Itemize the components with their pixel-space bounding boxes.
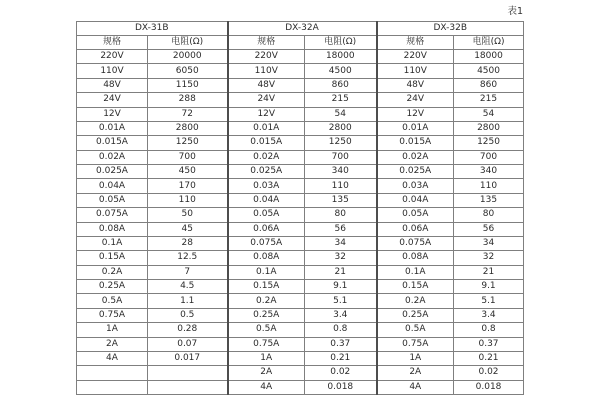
spec-cell: 110V [228,64,305,78]
resistance-cell: 72 [148,107,228,121]
spec-cell: 0.08A [77,222,148,236]
resistance-cell: 0.02 [454,366,524,380]
resistance-cell: 6050 [148,64,228,78]
resistance-cell: 2800 [454,121,524,135]
spec-cell: 0.25A [228,308,305,322]
spec-cell: 12V [77,107,148,121]
spec-cell: 0.15A [77,251,148,265]
table-caption: 表1 [507,6,523,17]
spec-cell: 0.02A [377,150,454,164]
resistance-cell: 0.8 [454,323,524,337]
spec-cell: 48V [377,78,454,92]
table-header [77,22,524,50]
resistance-cell: 0.21 [305,351,377,365]
resistance-cell: 0.5 [148,308,228,322]
resistance-cell: 4.5 [148,280,228,294]
resistance-cell: 56 [454,222,524,236]
resistance-cell: 0.018 [305,380,377,394]
table-row [77,107,524,121]
resistance-cell: 2800 [305,121,377,135]
spec-cell: 0.15A [377,280,454,294]
resistance-cell: 18000 [305,50,377,64]
resistance-cell: 34 [454,236,524,250]
resistance-cell: 4500 [305,64,377,78]
resistance-cell: 5.1 [454,294,524,308]
spec-cell: 0.01A [228,121,305,135]
resistance-cell: 32 [305,251,377,265]
resistance-cell: 0.8 [305,323,377,337]
resistance-cell: 0.02 [305,366,377,380]
resistance-cell: 80 [454,208,524,222]
table-row [77,380,524,394]
spec-cell: 0.02A [77,150,148,164]
spec-cell: 0.025A [228,165,305,179]
spec-cell: 0.025A [77,165,148,179]
table-row [77,150,524,164]
resistance-cell: 0.28 [148,323,228,337]
resistance-cell: 5.1 [305,294,377,308]
spec-cell: 0.04A [228,193,305,207]
spec-cell: 0.2A [77,265,148,279]
group-header-row [77,22,524,36]
table-body [77,50,524,395]
table-row [77,366,524,380]
resistance-cell: 860 [305,78,377,92]
resistance-cell: 1.1 [148,294,228,308]
spec-cell: 0.25A [77,280,148,294]
resistance-cell: 215 [454,93,524,107]
spec-cell: 0.06A [228,222,305,236]
spec-cell: 4A [228,380,305,394]
spec-cell: 1A [77,323,148,337]
resistance-cell: 215 [305,93,377,107]
spec-cell: 0.05A [228,208,305,222]
table-row [77,308,524,322]
resistance-cell: 12.5 [148,251,228,265]
spec-cell: 0.5A [377,323,454,337]
col-header-resistance-1: 电阻(Ω) [148,36,228,50]
col-header-spec-1: 规格 [77,36,148,50]
col-header-spec-3: 规格 [377,36,454,50]
table-row [77,78,524,92]
spec-cell: 0.75A [228,337,305,351]
table-row [77,337,524,351]
table-row [77,280,524,294]
col-header-spec-2: 规格 [228,36,305,50]
resistance-cell: 1250 [148,136,228,150]
spec-cell: 0.075A [377,236,454,250]
resistance-cell: 0.37 [305,337,377,351]
resistance-cell: 340 [454,165,524,179]
spec-cell: 0.03A [228,179,305,193]
group-header-dx32a: DX-32A [228,22,377,36]
resistance-cell: 700 [148,150,228,164]
spec-cell: 24V [228,93,305,107]
spec-cell: 0.075A [228,236,305,250]
resistance-cell: 700 [454,150,524,164]
table-row [77,265,524,279]
resistance-cell: 9.1 [454,280,524,294]
resistance-spec-table [76,21,524,395]
table-row [77,193,524,207]
spec-cell: 0.02A [228,150,305,164]
resistance-cell: 32 [454,251,524,265]
resistance-cell: 1250 [454,136,524,150]
resistance-cell: 34 [305,236,377,250]
resistance-cell: 1250 [305,136,377,150]
spec-cell: 220V [377,50,454,64]
spec-cell: 0.05A [77,193,148,207]
spec-cell: 0.75A [77,308,148,322]
resistance-cell: 340 [305,165,377,179]
group-header-dx32b: DX-32B [377,22,524,36]
spec-cell: 0.075A [77,208,148,222]
spec-cell: 0.1A [228,265,305,279]
spec-cell: 1A [228,351,305,365]
resistance-cell: 110 [148,193,228,207]
resistance-cell: 80 [305,208,377,222]
table-row [77,222,524,236]
resistance-cell: 2800 [148,121,228,135]
resistance-cell: 7 [148,265,228,279]
spec-cell: 0.05A [377,208,454,222]
spec-cell: 0.03A [377,179,454,193]
table-row [77,136,524,150]
spec-cell: 48V [77,78,148,92]
table-row [77,323,524,337]
spec-cell: 0.015A [377,136,454,150]
spec-cell: 110V [77,64,148,78]
resistance-cell: 110 [305,179,377,193]
resistance-cell: 0.018 [454,380,524,394]
spec-cell: 24V [77,93,148,107]
spec-cell: 220V [228,50,305,64]
spec-cell: 12V [377,107,454,121]
resistance-cell: 170 [148,179,228,193]
table-row [77,236,524,250]
spec-cell: 2A [77,337,148,351]
spec-cell: 0.15A [228,280,305,294]
resistance-cell: 450 [148,165,228,179]
table-row [77,294,524,308]
spec-cell: 0.01A [77,121,148,135]
resistance-cell: 50 [148,208,228,222]
resistance-cell: 21 [454,265,524,279]
resistance-cell: 3.4 [305,308,377,322]
table-row [77,351,524,365]
spec-cell: 12V [228,107,305,121]
resistance-cell: 18000 [454,50,524,64]
resistance-cell: 0.21 [454,351,524,365]
spec-cell: 0.08A [228,251,305,265]
spec-cell: 0.04A [377,193,454,207]
resistance-cell: 45 [148,222,228,236]
spec-cell: 2A [228,366,305,380]
group-header-dx31b: DX-31B [77,22,228,36]
resistance-cell [148,380,228,394]
table-row [77,251,524,265]
spec-cell: 220V [77,50,148,64]
resistance-cell: 0.07 [148,337,228,351]
table-row [77,208,524,222]
spec-cell: 0.04A [77,179,148,193]
spec-cell: 0.015A [77,136,148,150]
table-row [77,50,524,64]
spec-cell: 2A [377,366,454,380]
resistance-cell: 3.4 [454,308,524,322]
spec-cell: 0.1A [77,236,148,250]
spec-cell: 0.5A [228,323,305,337]
spec-cell: 0.06A [377,222,454,236]
resistance-cell: 700 [305,150,377,164]
spec-cell: 0.1A [377,265,454,279]
resistance-cell [148,366,228,380]
spec-cell [77,366,148,380]
spec-cell: 0.5A [77,294,148,308]
table-row [77,121,524,135]
spec-cell: 1A [377,351,454,365]
spec-cell: 0.25A [377,308,454,322]
spec-cell [77,380,148,394]
table-row [77,93,524,107]
resistance-cell: 21 [305,265,377,279]
spec-cell: 0.08A [377,251,454,265]
table-row [77,64,524,78]
resistance-cell: 54 [305,107,377,121]
table-row [77,165,524,179]
spec-cell: 0.015A [228,136,305,150]
column-header-row [77,36,524,50]
spec-cell: 4A [377,380,454,394]
spec-cell: 0.75A [377,337,454,351]
resistance-cell: 54 [454,107,524,121]
resistance-cell: 4500 [454,64,524,78]
resistance-cell: 135 [305,193,377,207]
resistance-cell: 28 [148,236,228,250]
spec-cell: 0.025A [377,165,454,179]
resistance-cell: 135 [454,193,524,207]
spec-cell: 0.2A [228,294,305,308]
table-row [77,179,524,193]
spec-cell: 0.2A [377,294,454,308]
resistance-cell: 0.017 [148,351,228,365]
resistance-cell: 288 [148,93,228,107]
resistance-cell: 20000 [148,50,228,64]
resistance-cell: 9.1 [305,280,377,294]
spec-cell: 48V [228,78,305,92]
resistance-cell: 1150 [148,78,228,92]
resistance-cell: 860 [454,78,524,92]
resistance-cell: 110 [454,179,524,193]
spec-cell: 110V [377,64,454,78]
spec-cell: 0.01A [377,121,454,135]
col-header-resistance-2: 电阻(Ω) [305,36,377,50]
spec-cell: 4A [77,351,148,365]
spec-cell: 24V [377,93,454,107]
resistance-cell: 56 [305,222,377,236]
col-header-resistance-3: 电阻(Ω) [454,36,524,50]
resistance-cell: 0.37 [454,337,524,351]
